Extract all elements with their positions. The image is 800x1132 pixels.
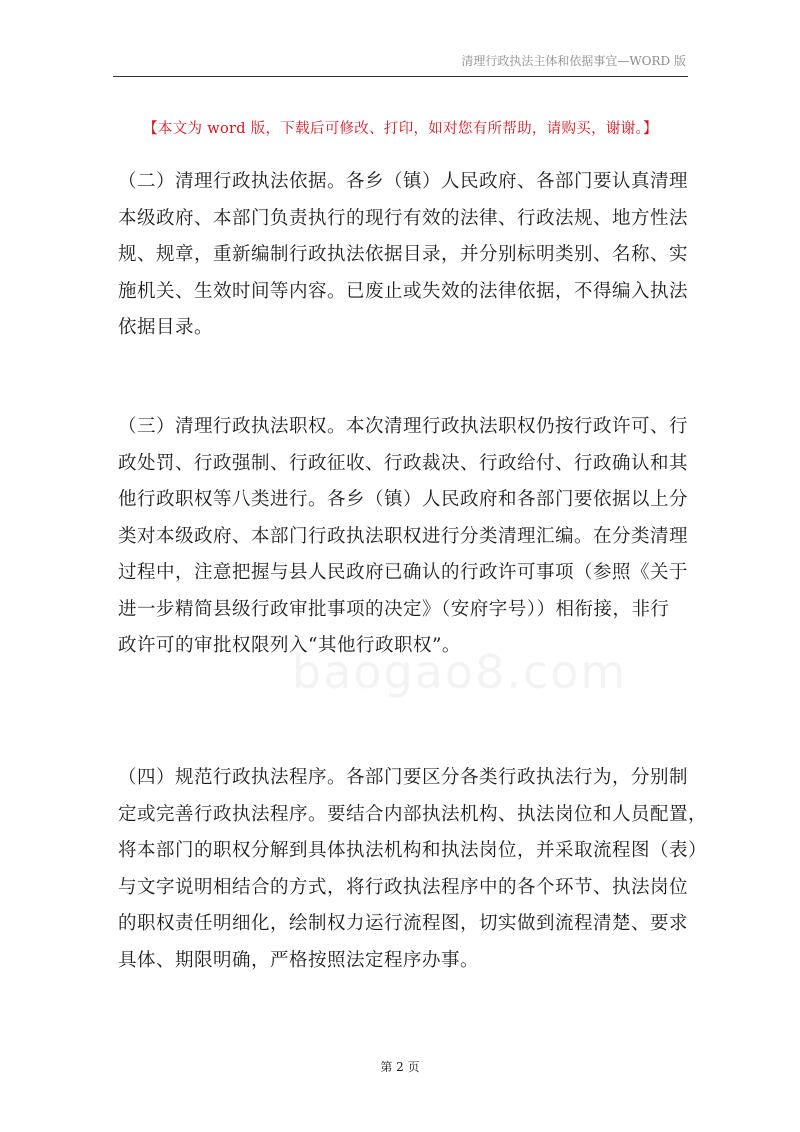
paragraph-line: 与文字说明相结合的方式，将行政执法程序中的各个环节、执法岗位: [118, 876, 689, 898]
paragraph-line: 过程中，注意把握与县人民政府已确认的行政许可事项（参照《关于: [118, 562, 689, 583]
watermark-text: baogao8.com: [292, 645, 628, 699]
paragraph-line: 的职权责任明细化，绘制权力运行流程图，切实做到流程清楚、要求: [118, 913, 689, 934]
paragraph-line: 政许可的审批权限列入“其他行政职权”。: [118, 635, 461, 656]
paragraph-line: 定或完善行政执法程序。要结合内部执法机构、执法岗位和人员配置，: [118, 803, 708, 825]
purchase-notice: 【本文为 word 版，下载后可修改、打印，如对您有所帮助，请购买，谢谢。】: [143, 121, 658, 137]
paragraph-line: （二）清理行政执法依据。各乡（镇）人民政府、各部门要认真清理: [118, 171, 689, 192]
paragraph-line: 类对本级政府、本部门行政执法职权进行分类清理汇编。在分类清理: [118, 525, 689, 547]
paragraph-line: （四）规范行政执法程序。各部门要区分各类行政执法行为，分别制: [118, 767, 689, 788]
paragraph-line: 政处罚、行政强制、行政征收、行政裁决、行政给付、行政确认和其: [118, 452, 689, 474]
paragraph-clear-basis: [118, 164, 688, 347]
paragraph-line: 本级政府、本部门负责执行的现行有效的法律、行政法规、地方性法: [118, 207, 689, 229]
paragraph-standardize-procedures: [118, 760, 708, 979]
header-title: 清理行政执法主体和依据事宜—WORD 版: [461, 54, 686, 68]
paragraph-line: 进一步精简县级行政审批事项的决定》（安府字号））相衔接，非行: [118, 598, 670, 620]
paragraph-line: 施机关、生效时间等内容。已废止或失效的法律依据，不得编入执法: [118, 280, 689, 302]
paragraph-line: 将本部门的职权分解到具体执法机构和执法岗位，并采取流程图（表）: [118, 840, 708, 861]
paragraph-line: 依据目录。: [118, 317, 214, 338]
paragraph-line: 具体、期限明确，严格按照法定程序办事。: [118, 949, 480, 971]
paragraph-line: 规、规章，重新编制行政执法依据目录，并分别标明类别、名称、实: [118, 244, 689, 265]
page-header: [113, 52, 688, 77]
paragraph-line: （三）清理行政执法职权。本次清理行政执法职权仍按行政许可、行: [118, 416, 689, 437]
paragraph-line: 他行政职权等八类进行。各乡（镇）人民政府和各部门要依据以上分: [118, 489, 689, 510]
paragraph-clear-powers: [118, 409, 688, 665]
page-number: 第 2 页: [380, 1060, 420, 1074]
